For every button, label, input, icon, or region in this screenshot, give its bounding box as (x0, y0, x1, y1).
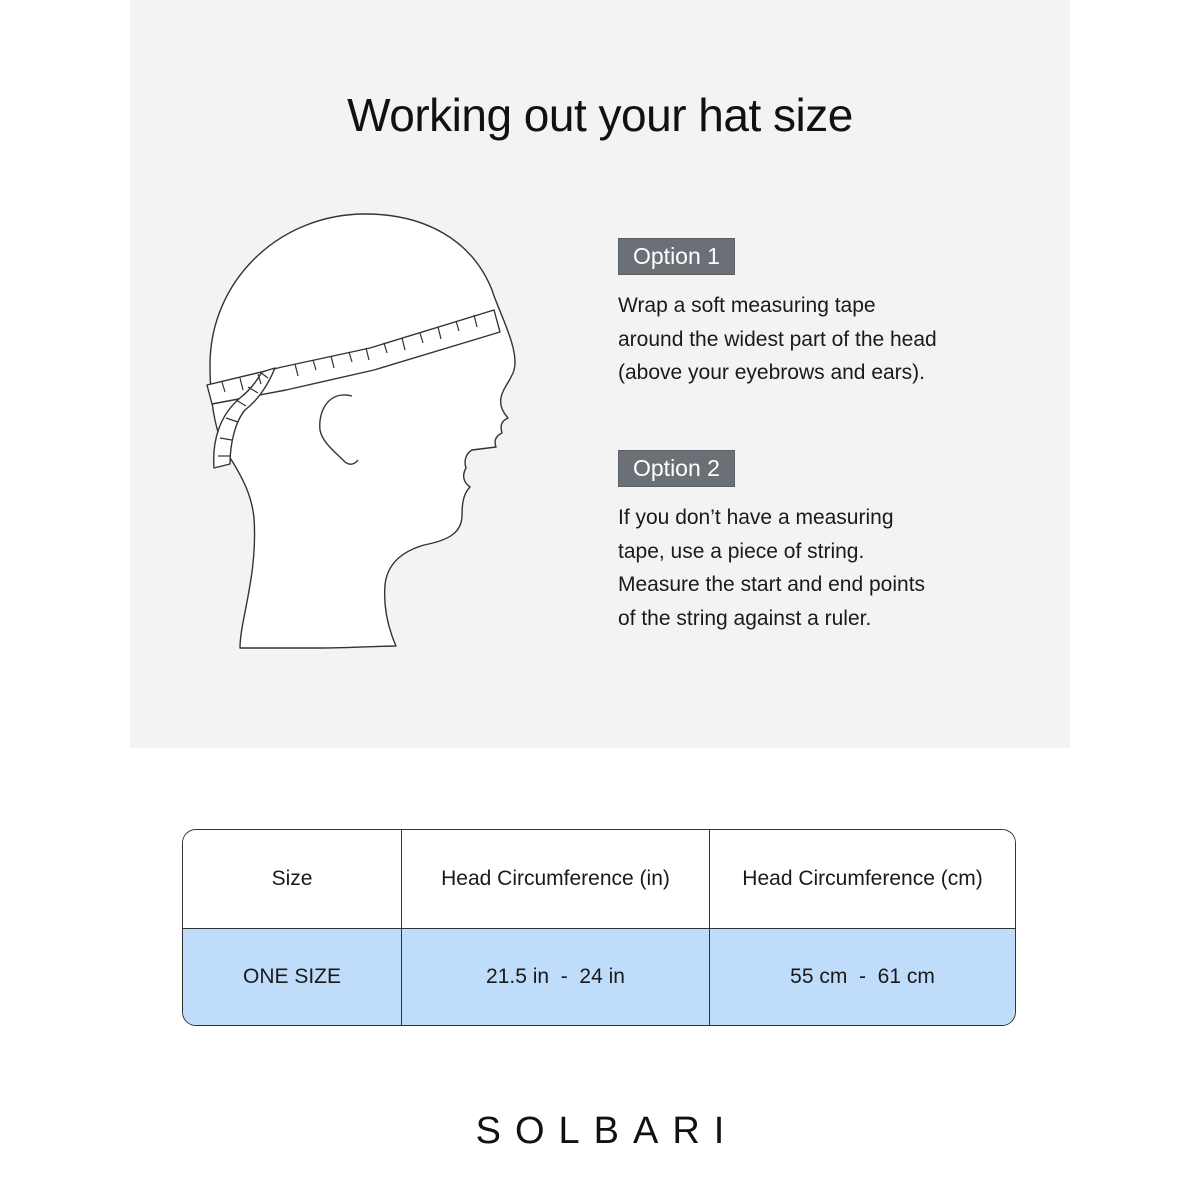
option-1-badge: Option 1 (618, 238, 735, 275)
table-cell-size: ONE SIZE (183, 928, 401, 1025)
table-cell-circumference-in: 21.5 in - 24 in (401, 928, 709, 1025)
size-table (182, 829, 1016, 1026)
info-panel (130, 0, 1070, 748)
table-header-size: Size (183, 830, 401, 928)
page-title: Working out your hat size (347, 89, 853, 141)
option-1-text: Wrap a soft measuring tape around the widest part of the head (above your eyebrows and ears). (618, 294, 937, 384)
table-cell-circumference-cm: 55 cm - 61 cm (709, 928, 1015, 1025)
table-header-circumference-in: Head Circumference (in) (401, 830, 709, 928)
head-measuring-tape-icon (200, 200, 540, 660)
option-2-text: If you don’t have a measuring tape, use a piece of string. Measure the start and end points of the string against a ruler. (618, 506, 926, 630)
option-2-block (618, 450, 1038, 635)
brand-logo: SOLBARI (475, 1110, 739, 1152)
option-2-badge: Option 2 (618, 450, 735, 487)
table-header-circumference-cm: Head Circumference (cm) (709, 830, 1015, 928)
option-1-block (618, 238, 1038, 390)
